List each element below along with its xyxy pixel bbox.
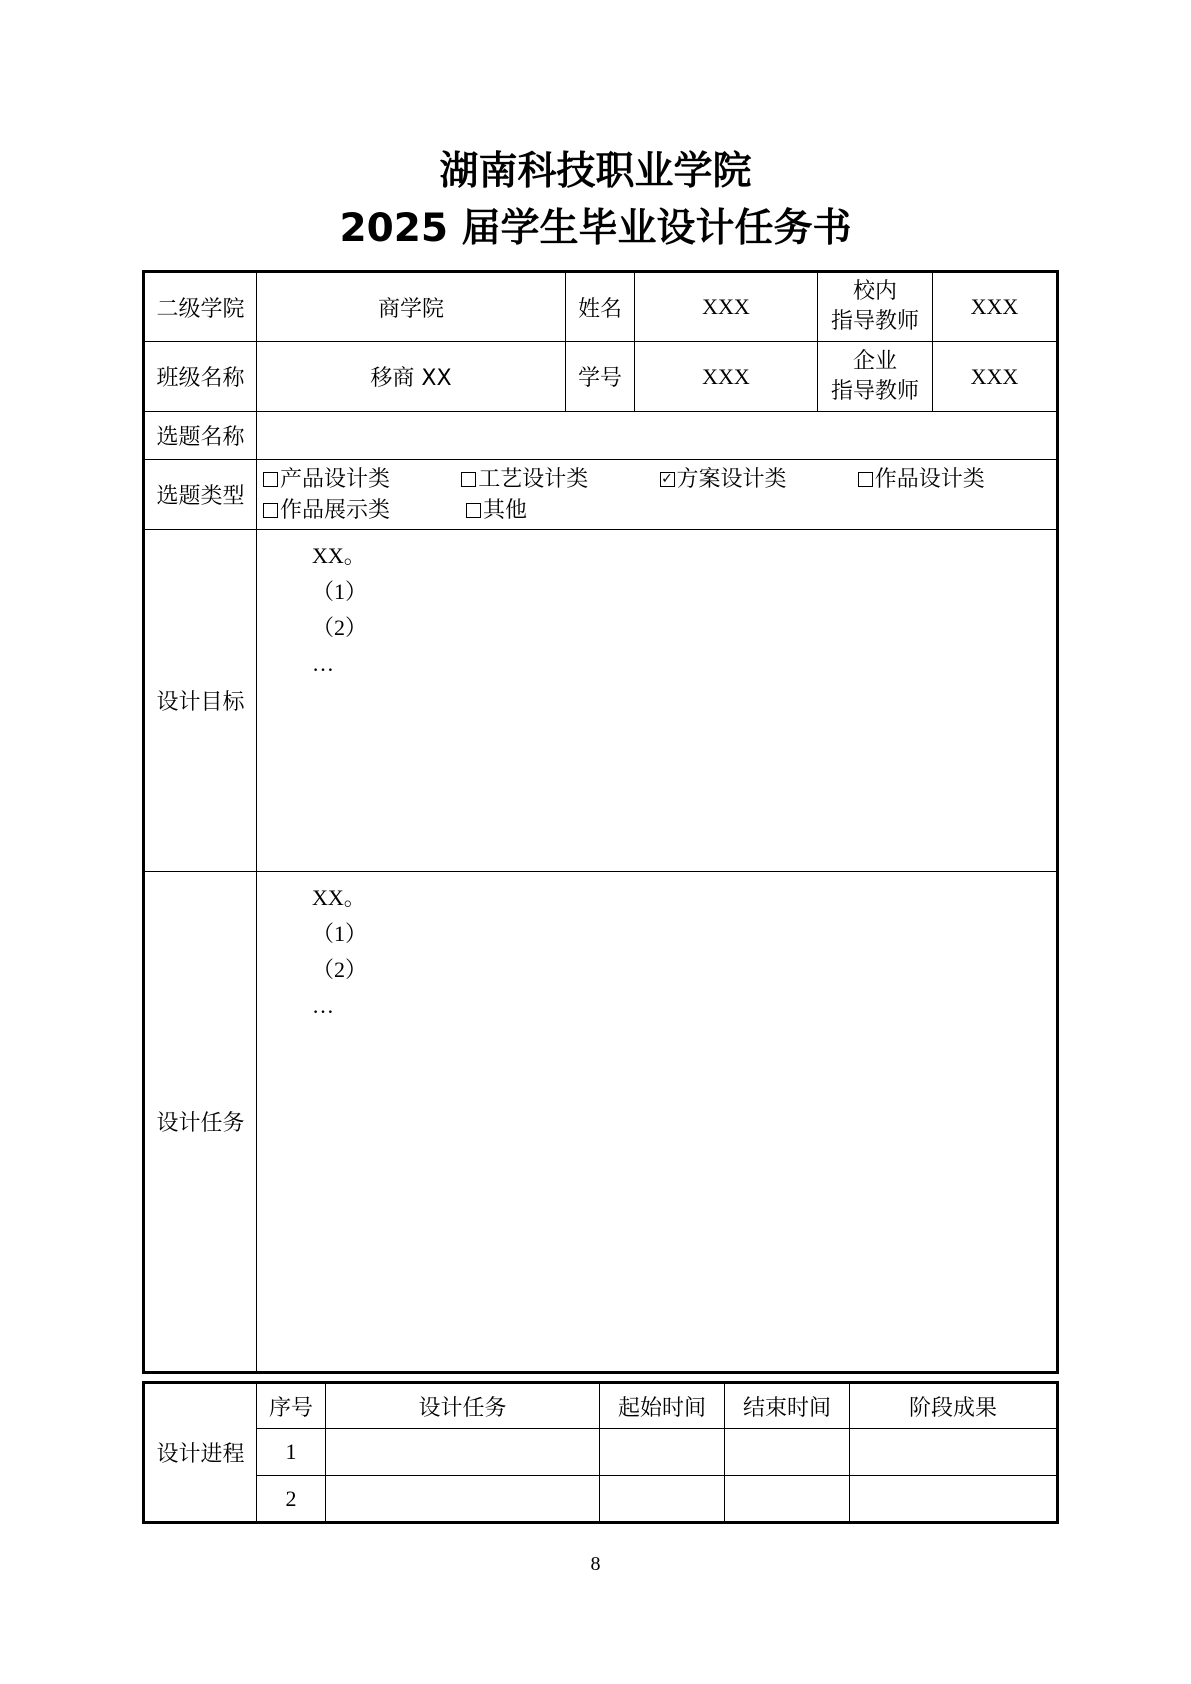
progress-header-task: 设计任务: [326, 1383, 600, 1429]
progress-row-task[interactable]: [326, 1476, 600, 1523]
company-teacher-label: [818, 342, 933, 412]
checked-checkbox-icon[interactable]: ✓: [661, 471, 673, 487]
inner-teacher-label-line-2: 指导教师: [830, 309, 919, 334]
table-row: [144, 1429, 1058, 1476]
company-teacher-value[interactable]: XXX: [933, 342, 1058, 412]
page-number: 8: [590, 1553, 601, 1575]
design-task-line: …: [312, 993, 334, 1018]
option-work-design[interactable]: 作品设计类: [858, 464, 1056, 495]
progress-row-index: 2: [257, 1476, 326, 1523]
design-goal-line: XX。: [312, 543, 366, 568]
topic-type-label: 选题类型: [144, 460, 257, 530]
option-process-design[interactable]: 工艺设计类: [461, 464, 659, 495]
checkbox-icon[interactable]: [461, 472, 476, 487]
company-teacher-label-line-2: 指导教师: [830, 378, 919, 404]
progress-row-start[interactable]: [600, 1429, 725, 1476]
topic-name-value[interactable]: [257, 412, 1058, 460]
progress-row-index: 1: [257, 1429, 326, 1476]
checkbox-icon[interactable]: [858, 472, 873, 487]
topic-name-label: 选题名称: [144, 412, 257, 460]
progress-header-end: 结束时间: [725, 1383, 850, 1429]
document-title-line-2: 2025 届学生毕业设计任务书: [339, 206, 852, 251]
task-form-table: [142, 270, 1059, 1374]
option-product-design[interactable]: 产品设计类: [263, 464, 461, 495]
design-goal-label: 设计目标: [144, 530, 257, 872]
design-task-label: 设计任务: [144, 872, 257, 1373]
progress-row-end[interactable]: [725, 1476, 850, 1523]
progress-row-result[interactable]: [850, 1429, 1058, 1476]
checkbox-icon[interactable]: [263, 503, 278, 518]
design-task-line: （2）: [312, 957, 368, 982]
design-task-line: （1）: [312, 921, 368, 946]
checkbox-icon[interactable]: [263, 472, 278, 487]
progress-header-start: 起始时间: [600, 1383, 725, 1429]
student-id-label: 学号: [566, 342, 635, 412]
table-row: [144, 1476, 1058, 1523]
design-task-line: XX。: [312, 885, 366, 910]
option-plan-design[interactable]: ✓ 方案设计类: [661, 467, 787, 492]
inner-teacher-value[interactable]: XXX: [933, 272, 1058, 342]
inner-teacher-label: [818, 272, 933, 342]
inner-teacher-label-line-1: 校内: [852, 279, 897, 304]
design-progress-table: [142, 1381, 1059, 1524]
company-teacher-label-line-1: 企业: [852, 348, 897, 374]
progress-row-task[interactable]: [326, 1429, 600, 1476]
name-label: 姓名: [566, 272, 635, 342]
progress-header-index: 序号: [257, 1383, 326, 1429]
design-task-content[interactable]: [257, 872, 1058, 1373]
progress-row-start[interactable]: [600, 1476, 725, 1523]
college-value[interactable]: 商学院: [257, 272, 566, 342]
option-work-display[interactable]: 作品展示类: [263, 495, 466, 526]
student-id-value[interactable]: XXX: [635, 342, 818, 412]
class-value[interactable]: 移商 XX: [257, 342, 566, 412]
topic-type-options: [257, 460, 1058, 530]
college-label: 二级学院: [144, 272, 257, 342]
class-label: 班级名称: [144, 342, 257, 412]
design-goal-line: （1）: [312, 579, 368, 604]
design-goal-content[interactable]: [257, 530, 1058, 872]
design-progress-label: 设计进程: [144, 1383, 257, 1523]
checkbox-icon[interactable]: [466, 503, 481, 518]
progress-row-end[interactable]: [725, 1429, 850, 1476]
progress-header-result: 阶段成果: [850, 1383, 1058, 1429]
design-goal-line: （2）: [312, 615, 368, 640]
design-goal-line: …: [312, 651, 334, 676]
option-other[interactable]: 其他: [466, 495, 669, 526]
progress-row-result[interactable]: [850, 1476, 1058, 1523]
name-value[interactable]: XXX: [635, 272, 818, 342]
document-title-line-1: 湖南科技职业学院: [439, 149, 752, 194]
